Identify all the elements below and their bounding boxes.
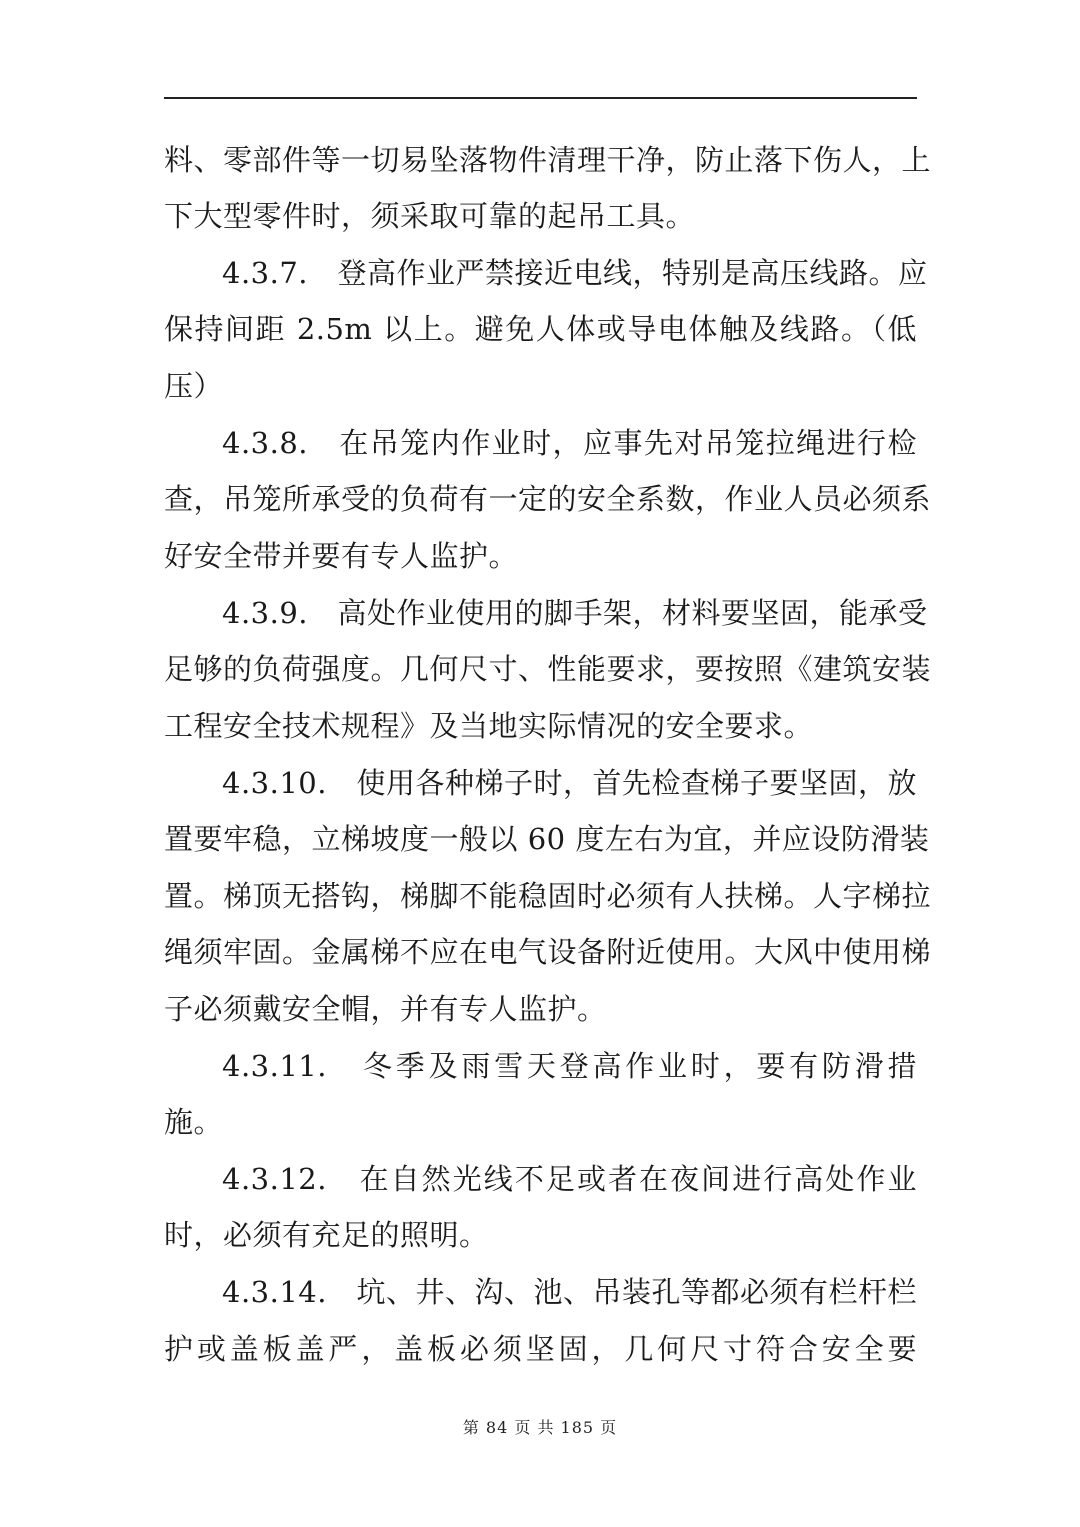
text-line: 护或盖板盖严，盖板必须坚固，几何尺寸符合安全要 <box>164 1332 917 1366</box>
text-line: 4.3.11. 冬季及雨雪天登高作业时，要有防滑措 <box>222 1049 917 1083</box>
text-line: 保持间距 2.5m 以上。避免人体或导电体触及线路。（低 <box>164 312 917 346</box>
text-line: 置。梯顶无搭钩，梯脚不能稳固时必须有人扶梯。人字梯拉 <box>164 879 932 913</box>
text-line: 工程安全技术规程》及当地实际情况的安全要求。 <box>164 709 814 743</box>
text-line: 4.3.14. 坑、井、沟、池、吊装孔等都必须有栏杆栏 <box>222 1275 917 1309</box>
text-line: 好安全带并要有专人监护。 <box>164 539 519 573</box>
text-line: 查，吊笼所承受的负荷有一定的安全系数，作业人员必须系 <box>164 482 932 516</box>
page-number: 第 84 页 共 185 页 <box>462 1418 618 1437</box>
text-line: 4.3.9. 高处作业使用的脚手架，材料要坚固，能承受 <box>222 596 928 630</box>
text-line: 施。 <box>164 1105 224 1139</box>
text-line: 4.3.8. 在吊笼内作业时，应事先对吊笼拉绳进行检 <box>222 426 917 460</box>
text-line: 子必须戴安全帽，并有专人监护。 <box>164 992 607 1026</box>
text-line: 压） <box>164 369 224 403</box>
header-rule <box>164 97 917 99</box>
text-line: 下大型零件时，须采取可靠的起吊工具。 <box>164 199 696 233</box>
text-line: 料、零部件等一切易坠落物件清理干净，防止落下伤人，上 <box>164 143 932 177</box>
text-line: 足够的负荷强度。几何尺寸、性能要求，要按照《建筑安装 <box>164 652 932 686</box>
text-line: 绳须牢固。金属梯不应在电气设备附近使用。大风中使用梯 <box>164 935 932 969</box>
text-line: 时，必须有充足的照明。 <box>164 1218 489 1252</box>
text-line: 置要牢稳，立梯坡度一般以 60 度左右为宜，并应设防滑装 <box>164 822 930 856</box>
text-line: 4.3.12. 在自然光线不足或者在夜间进行高处作业 <box>222 1162 917 1196</box>
text-line: 4.3.7. 登高作业严禁接近电线，特别是高压线路。应 <box>222 256 928 290</box>
text-line: 4.3.10. 使用各种梯子时，首先检查梯子要坚固，放 <box>222 766 917 800</box>
